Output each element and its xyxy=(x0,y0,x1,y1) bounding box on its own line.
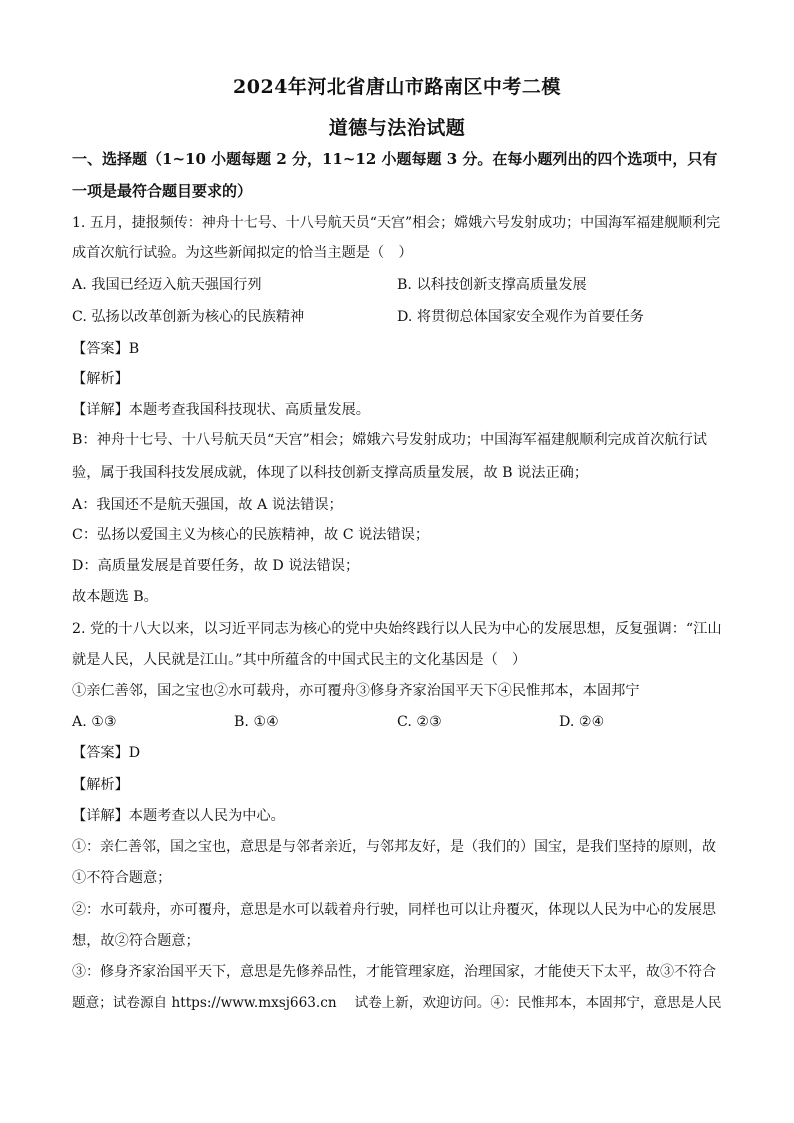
q1-explain-line: D：高质量发展是首要任务，故 D 说法错误； xyxy=(72,558,360,574)
q1-option-c: C. 弘扬以改革创新为核心的民族精神 xyxy=(72,309,305,325)
q1-explain-line: C：弘扬以爱国主义为核心的民族精神，故 C 说法错误； xyxy=(72,527,430,543)
q1-option-b: B. 以科技创新支撑高质量发展 xyxy=(397,277,587,293)
q2-explain-line: ②：水可载舟，亦可覆舟，意思是水可以载着舟行驶，同样也可以让舟覆灭，体现以人民为中心的发展思 xyxy=(72,902,716,918)
q1-option-d: D. 将贯彻总体国家安全观作为首要任务 xyxy=(397,309,644,325)
q2-option-a: A. ①③ xyxy=(72,714,117,730)
q2-option-c: C. ②③ xyxy=(397,714,442,730)
page-title: 2024年河北省唐山市路南区中考二模 xyxy=(233,76,561,98)
q1-stem-line1: 1. 五月，捷报频传：神舟十七号、十八号航天员“天宫”相会；嫦娥六号发射成功；中国海军福建舰顺利完 xyxy=(72,215,721,231)
q2-items-line: ①亲仁善邻，国之宝也②水可载舟，亦可覆舟③修身齐家治国平天下④民惟邦本，本固邦宁 xyxy=(72,683,640,699)
q2-answer: 【答案】D xyxy=(72,745,141,761)
q1-stem-line2: 成首次航行试验。为这些新闻拟定的恰当主题是（ ） xyxy=(72,245,413,261)
page-subtitle: 道德与法治试题 xyxy=(328,117,466,139)
q1-option-a: A. 我国已经迈入航天强国行列 xyxy=(72,277,262,293)
q2-analysis-label: 【解析】 xyxy=(72,777,129,793)
section-heading-line2: 一项是最符合题目要求的） xyxy=(72,182,253,200)
q1-detail-line: 【详解】本题考查我国科技现状、高质量发展。 xyxy=(72,402,370,418)
q2-option-b: B. ①④ xyxy=(234,714,279,730)
q2-explain-line: ①不符合题意； xyxy=(72,870,172,886)
q2-explain-line: 想，故②符合题意； xyxy=(72,933,200,949)
q1-analysis-label: 【解析】 xyxy=(72,371,129,387)
q1-explain-line: A：我国还不是航天强国，故 A 说法错误； xyxy=(72,497,343,513)
q1-explain-line: B：神舟十七号、十八号航天员“天宫”相会；嫦娥六号发射成功；中国海军福建舰顺利完成首次航行试 xyxy=(72,432,707,448)
q2-explain-line: ①：亲仁善邻，国之宝也，意思是与邻者亲近，与邻邦友好，是（我们的）国宝，是我们坚持的原则，故 xyxy=(72,839,716,855)
q2-explain-line: ③：修身齐家治国平天下，意思是先修养品性，才能管理家庭，治理国家，才能使天下太平，故③不符合 xyxy=(72,964,716,980)
q1-explain-line: 验，属于我国科技发展成就，体现了以科技创新支撑高质量发展，故 B 说法正确； xyxy=(72,465,589,481)
q1-explain-line: 故本题选 B。 xyxy=(72,589,158,605)
q2-option-d: D. ②④ xyxy=(559,714,605,730)
q2-stem-line1: 2. 党的十八大以来，以习近平同志为核心的党中央始终践行以人民为中心的发展思想，反复强调：“江山 xyxy=(72,621,722,637)
q2-detail-line: 【详解】本题考查以人民为中心。 xyxy=(72,808,285,824)
section-heading-line1: 一、选择题（1~10 小题每题 2 分，11~12 小题每题 3 分。在每小题列出的四个选项中，只有 xyxy=(72,150,718,168)
q2-explain-line: 题意；试卷源自 https://www.mxsj663.cn 试卷上新，欢迎访问。④：民惟邦本，本固邦宁，意思是人民 xyxy=(72,995,722,1011)
q2-stem-line2: 就是人民，人民就是江山。”其中所蕴含的中国式民主的文化基因是（ ） xyxy=(72,652,527,668)
q1-answer: 【答案】B xyxy=(72,341,140,357)
